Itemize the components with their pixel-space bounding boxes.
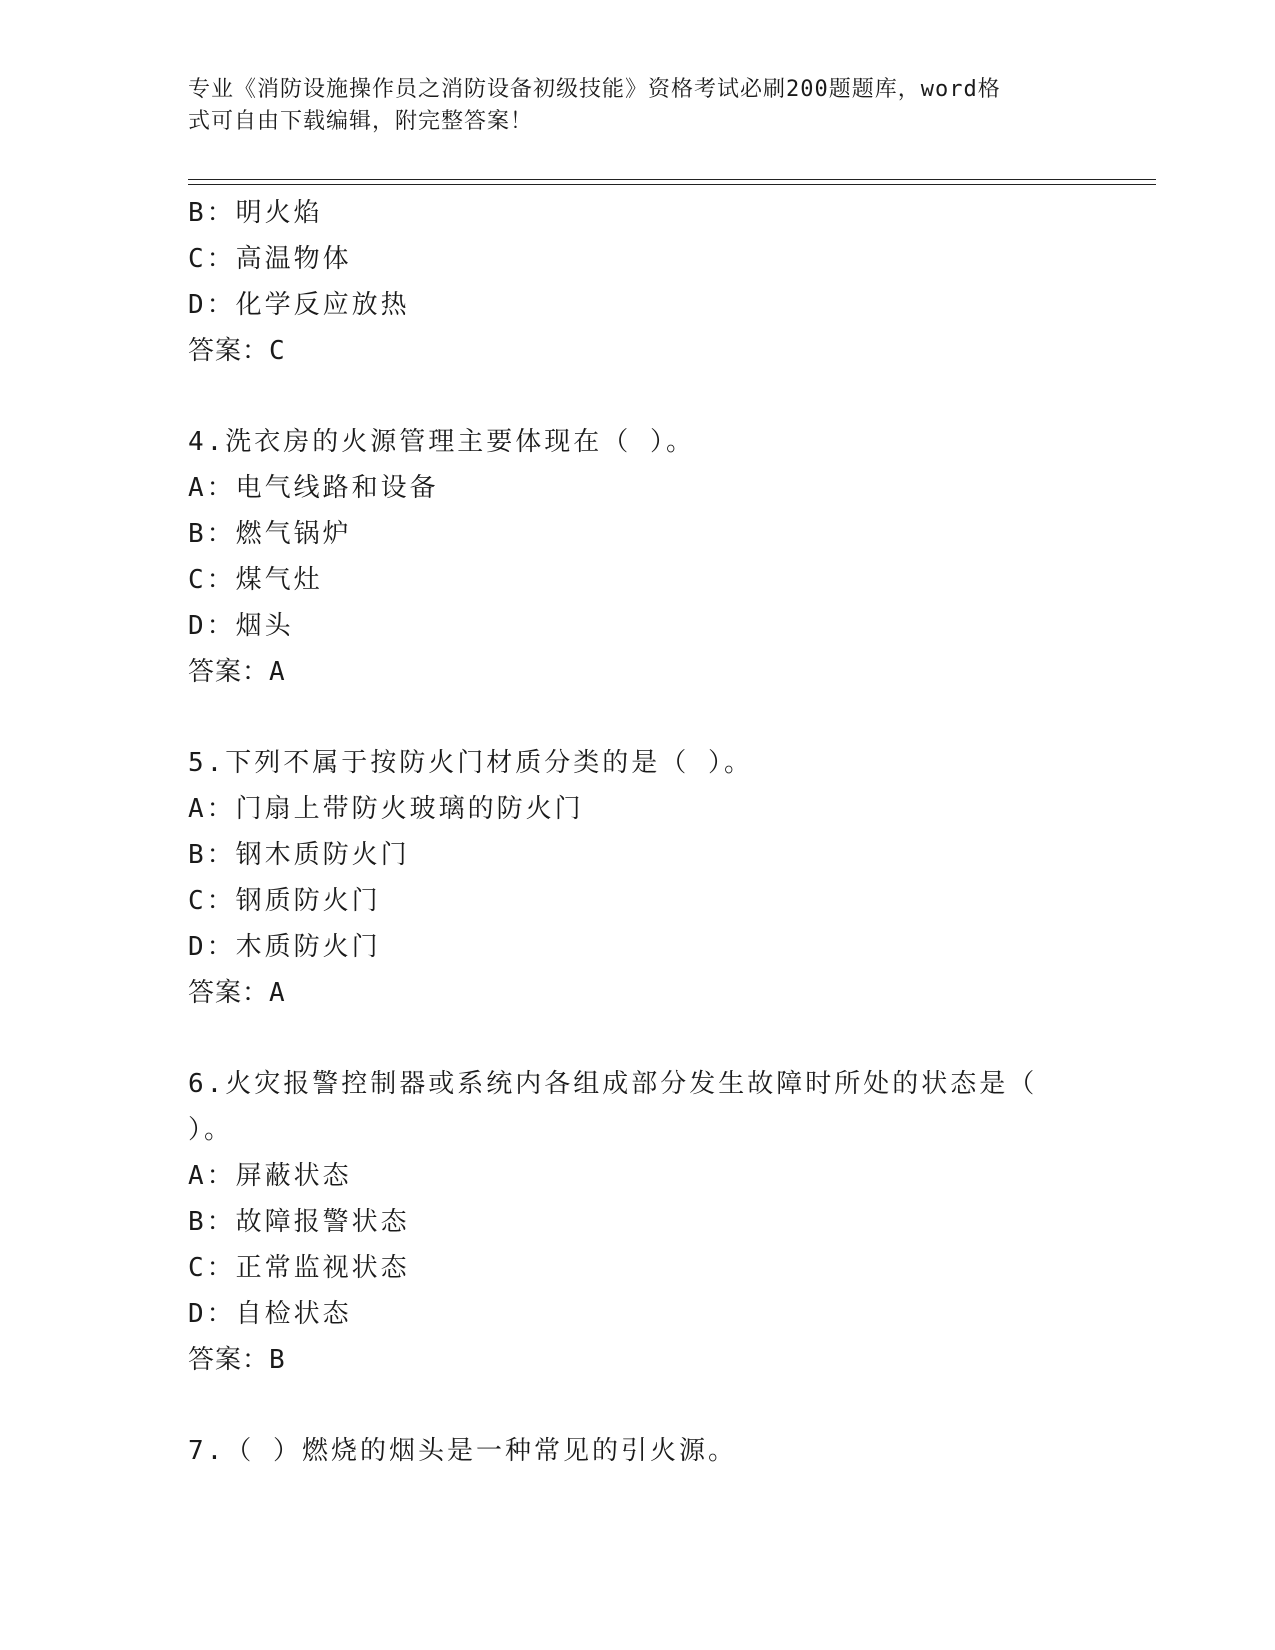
- header-divider-bottom: [188, 184, 1156, 185]
- question-4: [188, 419, 1088, 695]
- question-6: [188, 1061, 1088, 1383]
- question-stem-line-2: ）。: [188, 1115, 234, 1145]
- option-c: C：正常监视状态: [188, 1253, 410, 1283]
- option-d: D：木质防火门: [188, 932, 381, 962]
- question-5: [188, 740, 1088, 1016]
- option-b: B：故障报警状态: [188, 1207, 410, 1237]
- question-stem: 7.（ ）燃烧的烟头是一种常见的引火源。: [188, 1436, 737, 1466]
- option-c: C：钢质防火门: [188, 886, 381, 916]
- header-line-1: 专业《消防设施操作员之消防设备初级技能》资格考试必刷200题题库，word格: [188, 77, 1001, 102]
- answer: 答案：A: [188, 978, 286, 1008]
- question-3-tail: [188, 190, 1088, 374]
- answer: 答案：A: [188, 657, 286, 687]
- option-d: D：自检状态: [188, 1299, 352, 1329]
- header-line-2: 式可自由下载编辑，附完整答案！: [188, 109, 534, 134]
- header-divider-top: [188, 179, 1156, 180]
- option-c: C：高温物体: [188, 244, 352, 274]
- option-b: B：燃气锅炉: [188, 519, 352, 549]
- option-a: A：门扇上带防火玻璃的防火门: [188, 794, 584, 824]
- option-a: A：电气线路和设备: [188, 473, 439, 503]
- answer: 答案：B: [188, 1345, 286, 1375]
- option-d: D：化学反应放热: [188, 290, 410, 320]
- option-a: A：屏蔽状态: [188, 1161, 352, 1191]
- option-b: B：钢木质防火门: [188, 840, 410, 870]
- document-header: [188, 74, 1068, 138]
- question-stem: 4.洗衣房的火源管理主要体现在（ ）。: [188, 427, 695, 457]
- question-stem: 5.下列不属于按防火门材质分类的是（ ）。: [188, 748, 753, 778]
- option-c: C：煤气灶: [188, 565, 323, 595]
- option-b: B：明火焰: [188, 198, 323, 228]
- answer: 答案：C: [188, 336, 286, 366]
- question-7: [188, 1428, 1088, 1474]
- question-stem-line-1: 6.火灾报警控制器或系统内各组成部分发生故障时所处的状态是（: [188, 1069, 1038, 1099]
- option-d: D：烟头: [188, 611, 294, 641]
- question-list: [188, 190, 1088, 1474]
